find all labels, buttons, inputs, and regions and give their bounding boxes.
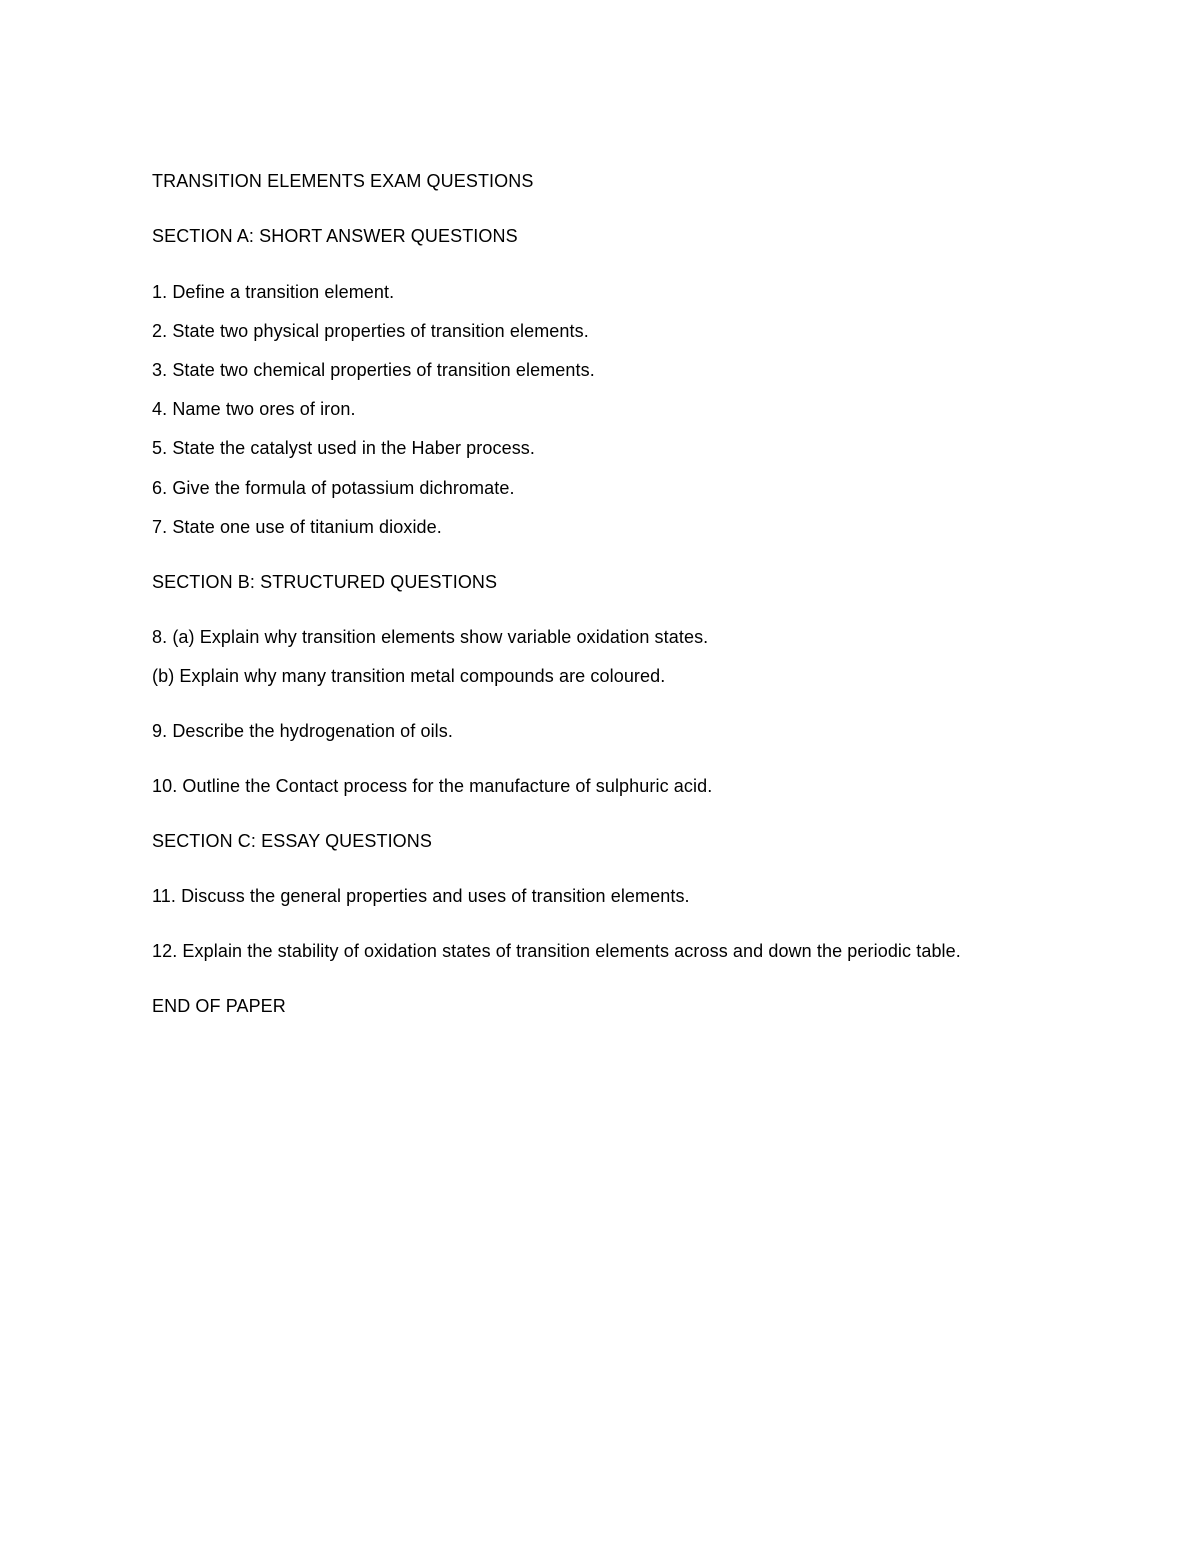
question-10: 10. Outline the Contact process for the manufacture of sulphuric acid. — [152, 776, 713, 796]
question-4: 4. Name two ores of iron. — [152, 399, 356, 419]
question-1: 1. Define a transition element. — [152, 282, 395, 302]
question-2: 2. State two physical properties of transition elements. — [152, 321, 589, 341]
section-c-heading: SECTION C: ESSAY QUESTIONS — [152, 831, 432, 851]
question-3: 3. State two chemical properties of transition elements. — [152, 360, 595, 380]
question-12: 12. Explain the stability of oxidation states of transition elements across and down the periodic table. — [152, 941, 961, 961]
section-b-heading: SECTION B: STRUCTURED QUESTIONS — [152, 572, 498, 592]
question-8b: (b) Explain why many transition metal compounds are coloured. — [152, 666, 666, 686]
question-5: 5. State the catalyst used in the Haber process. — [152, 438, 536, 458]
question-6: 6. Give the formula of potassium dichromate. — [152, 478, 515, 498]
document-title: TRANSITION ELEMENTS EXAM QUESTIONS — [152, 171, 534, 191]
question-11: 11. Discuss the general properties and uses of transition elements. — [152, 886, 690, 906]
question-7: 7. State one use of titanium dioxide. — [152, 517, 442, 537]
question-8a: 8. (a) Explain why transition elements show variable oxidation states. — [152, 627, 709, 647]
question-9: 9. Describe the hydrogenation of oils. — [152, 721, 453, 741]
end-of-paper: END OF PAPER — [152, 996, 286, 1016]
section-a-heading: SECTION A: SHORT ANSWER QUESTIONS — [152, 226, 518, 246]
